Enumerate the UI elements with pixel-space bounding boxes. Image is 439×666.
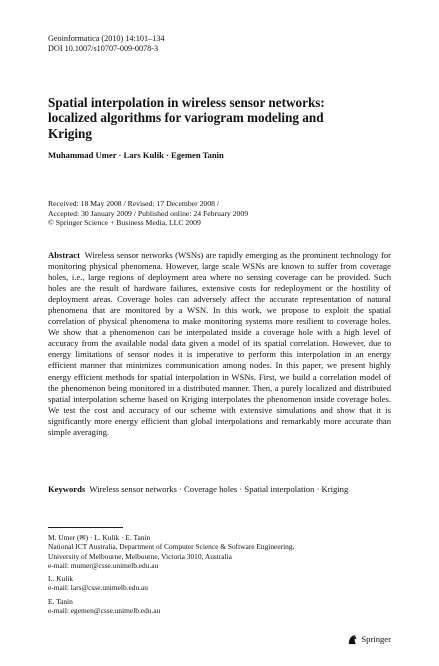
affiliation-name-tanin: E. Tanin [48, 596, 73, 606]
springer-horse-icon [347, 634, 358, 645]
author-list: Muhammad Umer · Lars Kulik · Egemen Tanin [48, 150, 224, 160]
publication-history [48, 199, 388, 228]
email-tanin[interactable]: e-mail: egemen@csse.unimelb.edu.au [48, 606, 161, 616]
affiliation-block-umer [48, 533, 391, 570]
doi: DOI 10.1007/s10707-009-0078-3 [48, 44, 159, 53]
affiliation-university: University of Melbourne, Melbourne, Victoria 3010, Australia [48, 551, 232, 561]
paper-title: Spatial interpolation in wireless sensor networks: localized algorithms for variogram modeling and Kriging [48, 95, 325, 141]
affiliation-block-tanin [48, 597, 391, 616]
affiliation-block-kulik [48, 574, 391, 593]
email-kulik[interactable]: e-mail: lars@csse.unimelb.edu.au [48, 583, 148, 593]
copyright-line: © Springer Science + Business Media, LLC 2009 [48, 218, 201, 228]
journal-header [48, 34, 164, 54]
abstract [48, 250, 391, 438]
journal-citation: Geoinformatica (2010) 14:101–134 [48, 34, 165, 43]
keywords [48, 484, 391, 495]
publisher-logo [347, 634, 391, 645]
email-umer[interactable]: e-mail: mumer@csse.unimelb.edu.au [48, 560, 159, 570]
affiliation-name-kulik: L. Kulik [48, 574, 74, 584]
affiliations [48, 533, 391, 619]
footnote-divider [48, 527, 123, 528]
abstract-text: Wireless sensor networks (WSNs) are rapidly emerging as the prominent technology for monitoring physical phenomena. However, large scale WSNs are known to suffer from coverage holes, i.e., large regions of deployment area where no sensing coverage can be provided. Such holes are the result of hardware failures, extensive costs for redeployment or the hostility of deployment areas. Coverage holes can adversely affect the accurate representation of natural phenomena that are monitored by a WSN. In this work, we propose to exploit the spatial correlation of physical phenomena to make monitoring systems more resilient to coverage holes. We show that a phenomenon can be interpolated inside a coverage hole with a high level of accuracy from the available nodal data given a model of its spatial correlation. However, due to energy limitations of sensor nodes it is imperative to perform this interpolation in an energy efficient manner that minimizes communication among nodes. In this paper, we present highly energy efficient methods for spatial interpolation in WSNs. First, we build a correlation model of the phenomenon being monitored in a distributed manner. Then, a purely localized and distributed spatial interpolation scheme based on Kriging interpolates the phenomenon inside coverage holes. We test the cost and accuracy of our scheme with extensive simulations and show that it is significantly more energy efficient than global interpolations and remarkably more accurate than simple averaging. [48, 250, 391, 437]
keywords-label: Keywords [48, 484, 86, 494]
affiliation-department: National ICT Australia, Department of Computer Science & Software Engineering, [48, 542, 295, 552]
history-line-received: Received: 18 May 2008 / Revised: 17 December 2008 / [48, 199, 220, 208]
keywords-text: Wireless sensor networks · Coverage holes · Spatial interpolation · Kriging [89, 484, 349, 494]
publisher-logo-text: Springer [361, 634, 391, 644]
affiliation-authors: M. Umer (✉) · L. Kulik · E. Tanin [48, 533, 151, 542]
abstract-label: Abstract [48, 250, 80, 260]
history-line-accepted: Accepted: 30 January 2009 / Published online: 24 February 2009 [48, 208, 249, 218]
